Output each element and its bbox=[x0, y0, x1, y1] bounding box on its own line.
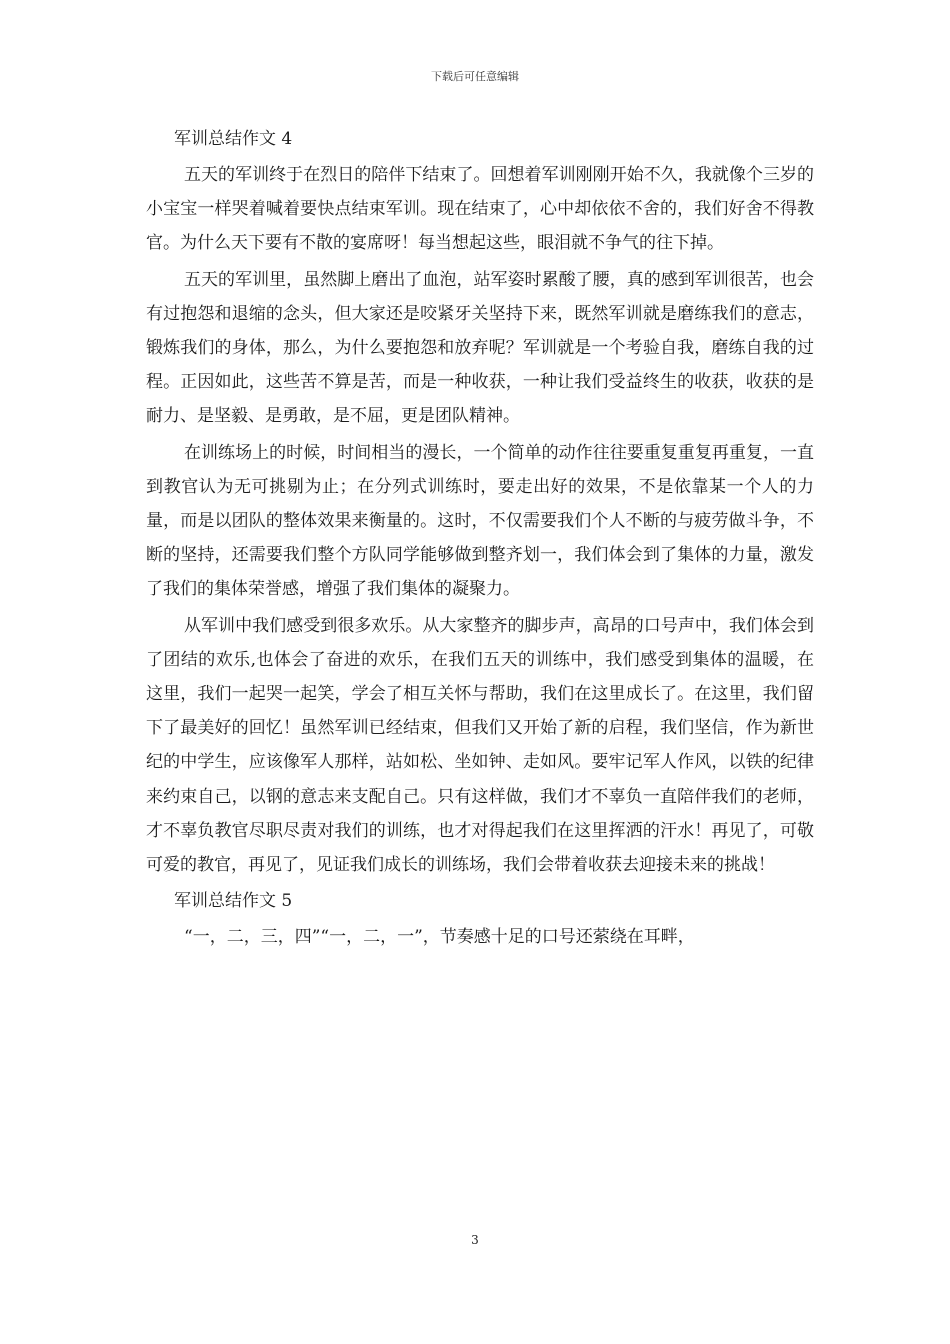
section-4-title: 军训总结作文 4 bbox=[174, 129, 293, 149]
section-4-paragraph-4: 从军训中我们感受到很多欢乐。从大家整齐的脚步声，高昂的口号声中，我们体会到了团结的欢乐,也体会了奋进的欢乐，在我们五天的训练中，我们感受到集体的温暖，在这里，我们一起哭一起笑，学会了相互关怀与帮助，我们在这里成长了。在这里，我们留下了最美好的回忆！虽然军训已经结束，但我们又开始了新的启程，我们坚信，作为新世纪的中学生，应该像军人那样，站如松、坐如钟、走如风。要牢记军人作风，以铁的纪律来约束自己，以钢的意志来支配自己。只有这样做，我们才不辜负一直陪伴我们的老师，才不辜负教官尽职尽责对我们的训练，也才对得起我们在这里挥洒的汗水！再见了，可敬可爱的教官，再见了，见证我们成长的训练场，我们会带着收获去迎接未来的挑战！ bbox=[146, 615, 814, 876]
page-number: 3 bbox=[471, 1233, 479, 1247]
header-note: 下载后可任意编辑 bbox=[431, 70, 519, 83]
section-5-title: 军训总结作文 5 bbox=[174, 891, 293, 912]
section-4-paragraph-1: 五天的军训终于在烈日的陪伴下结束了。回想着军训刚刚开始不久，我就像个三岁的小宝宝一样哭着喊着要快点结束军训。现在结束了，心中却依依不舍的，我们好舍不得教官。为什么天下要有不散的宴席呀！每当想起这些，眼泪就不争气的往下掉。 bbox=[146, 165, 814, 254]
section-4-paragraph-2: 五天的军训里，虽然脚上磨出了血泡，站军姿时累酸了腰，真的感到军训很苦，也会有过抱怨和退缩的念头，但大家还是咬紧牙关坚持下来，既然军训就是磨练我们的意志，锻炼我们的身体，那么，为什么要抱怨和放弃呢？军训就是一个考验自我，磨练自我的过程。正因如此，这些苦不算是苦，而是一种收获，一种让我们受益终生的收获，收获的是耐力、是坚毅、是勇敢，是不屈，更是团队精神。 bbox=[146, 269, 814, 427]
section-4-paragraph-3: 在训练场上的时候，时间相当的漫长，一个简单的动作往往要重复重复再重复，一直到教官认为无可挑剔为止；在分列式训练时，要走出好的效果，不是依靠某一个人的力量，而是以团队的整体效果来衡量的。这时，不仅需要我们个人不断的与疲劳做斗争，不断的坚持，还需要我们整个方队同学能够做到整齐划一，我们体会到了集体的力量，激发了我们的集体荣誉感，增强了我们集体的凝聚力。 bbox=[146, 442, 814, 600]
section-5-paragraph-1: “一，二，三，四”“一，二，一”，节奏感十足的口号还萦绕在耳畔， bbox=[184, 927, 695, 948]
document-body bbox=[146, 122, 814, 956]
